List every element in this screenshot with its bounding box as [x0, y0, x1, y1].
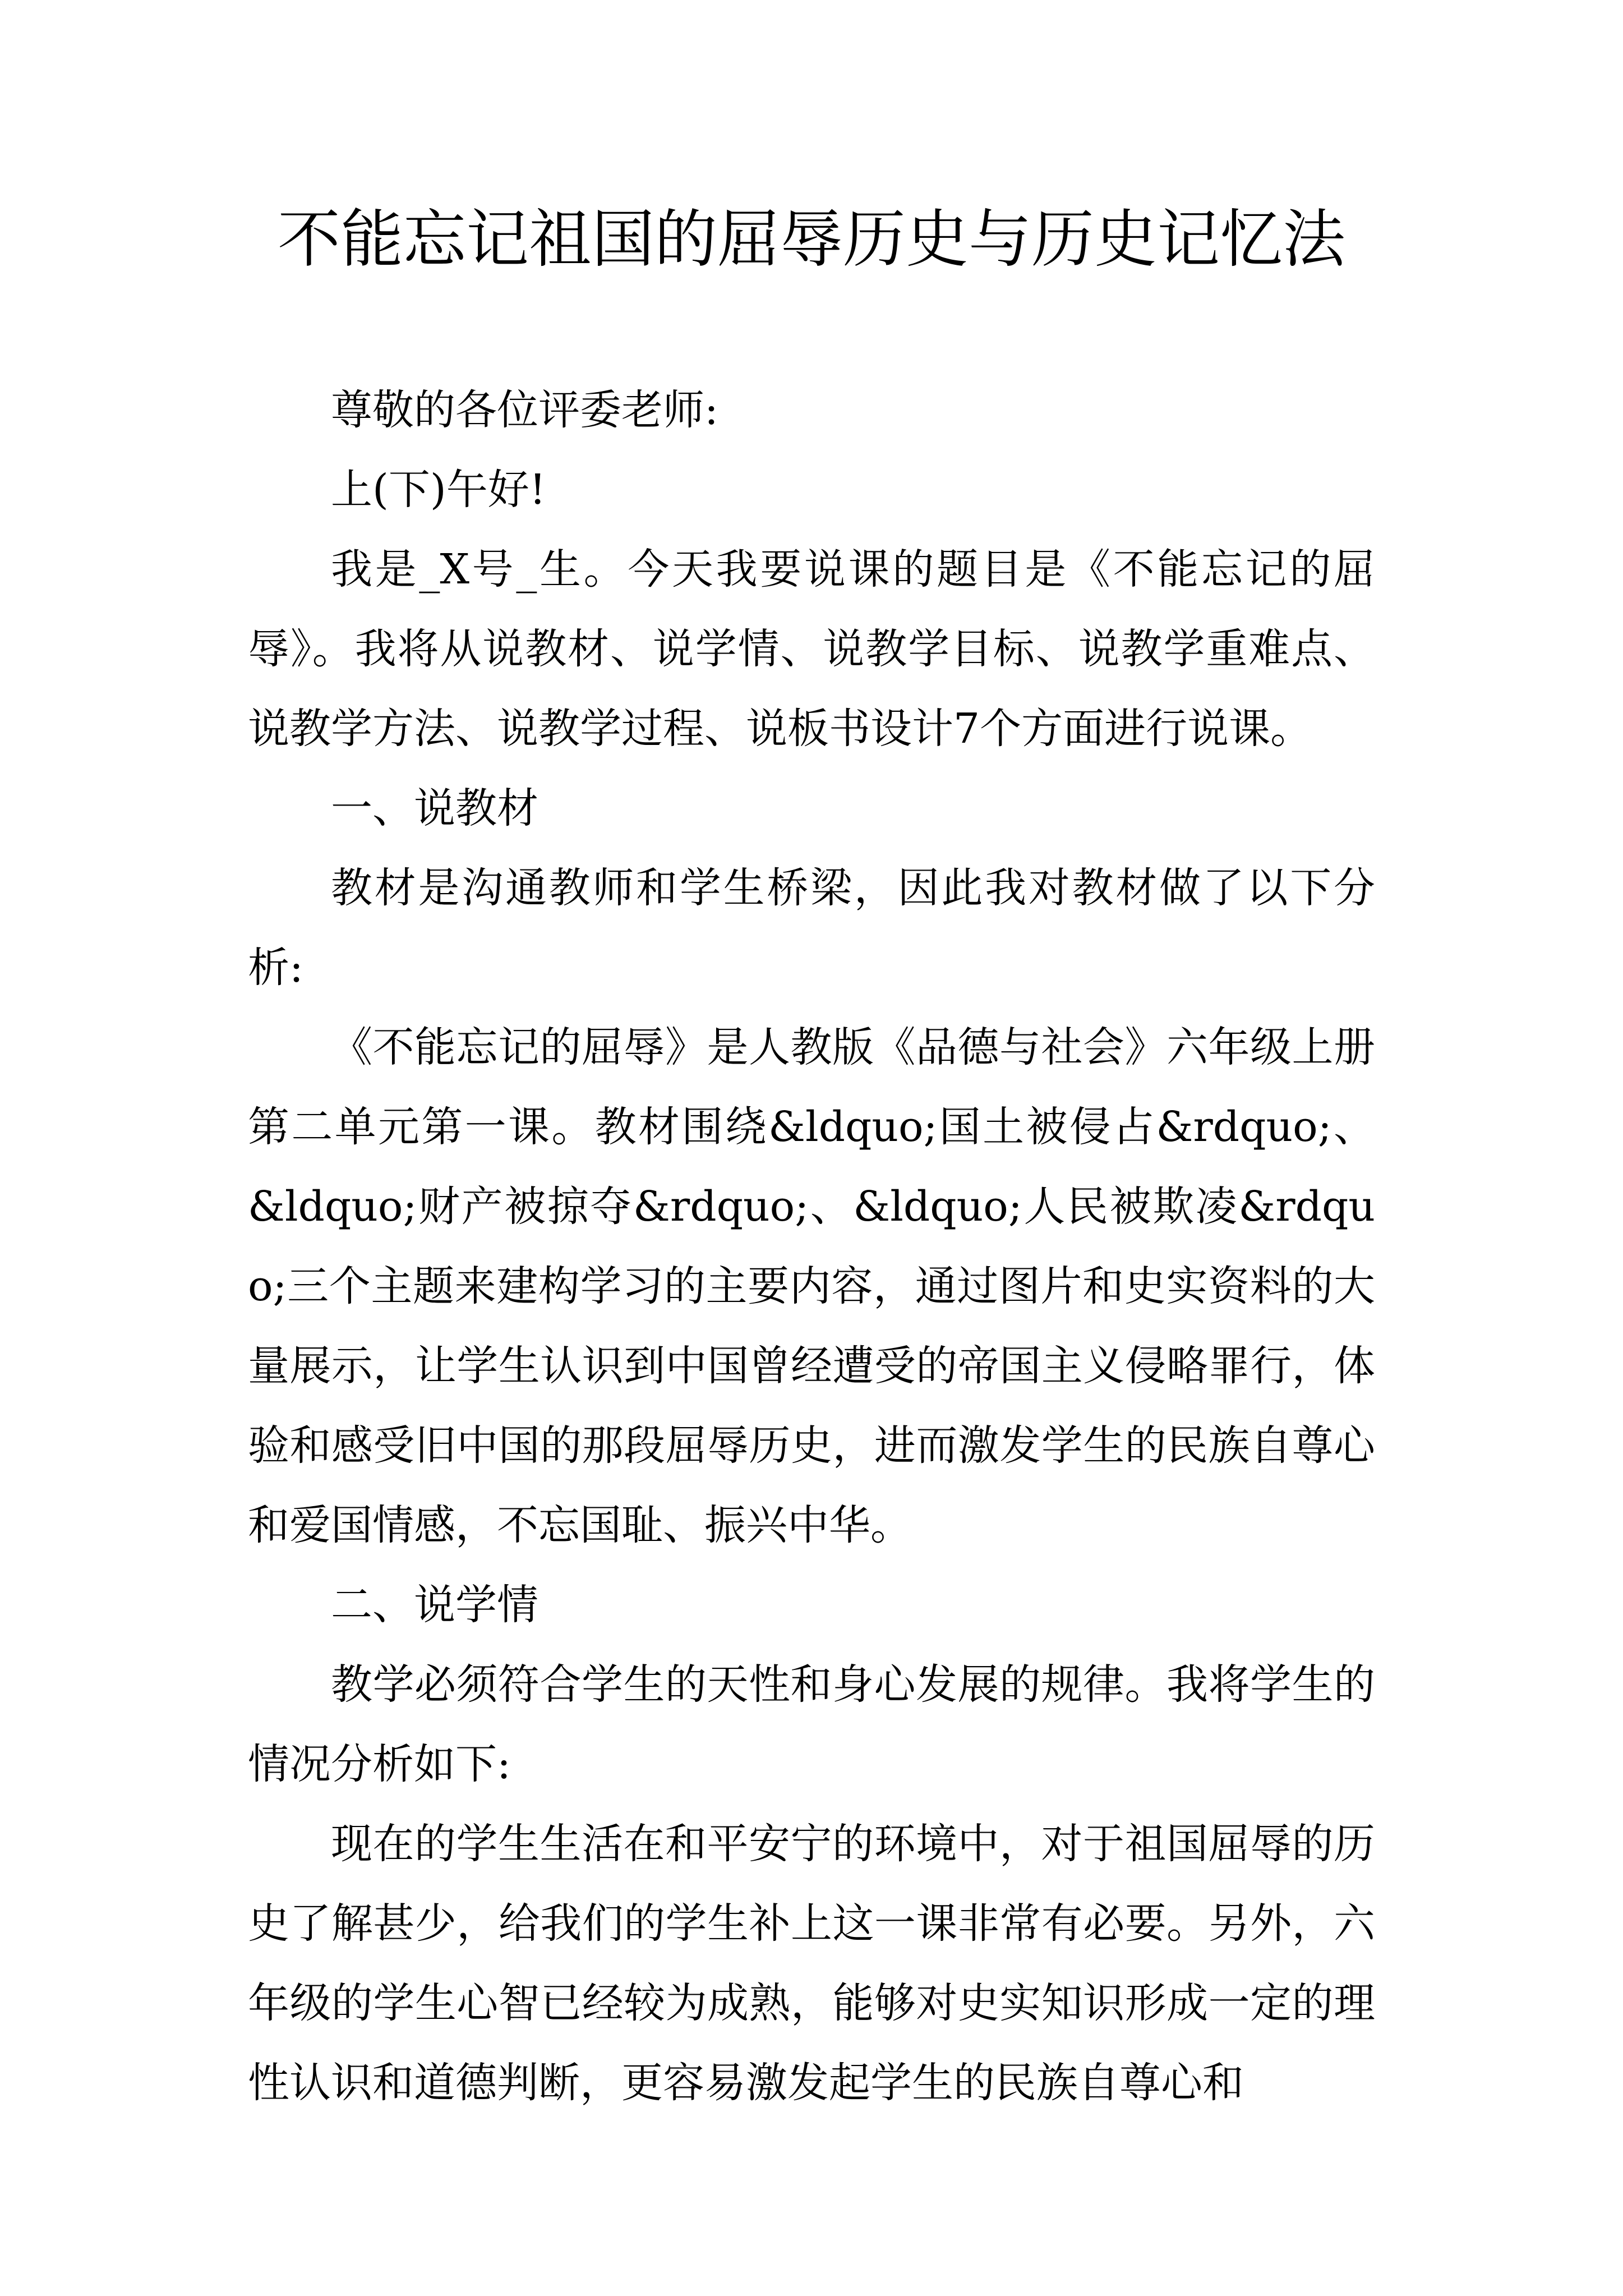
textbook-analysis-paragraph: 《不能忘记的屈辱》是人教版《品德与社会》六年级上册第二单元第一课。教材围绕&ldquo;国土被侵占&rdquo;、&ldquo;财产被掠夺&rdquo;、&ldquo;人民被欺凌&rdquo;三个主题来建构学习的主要内容，通过图片和史实资料的大量展示，让学生认识到中国曾经遭受的帝国主义侵略罪行，体验和感受旧中国的那段屈辱历史，进而激发学生的民族自尊心和爱国情感，不忘国耻、振兴中华。 — [248, 1023, 1375, 1549]
section-heading-students: 二、说学情 — [331, 1581, 538, 1629]
intro-paragraph: 我是_X号_生。今天我要说课的题目是《不能忘记的屈辱》。我将从说教材、说学情、说教学目标、说教学重难点、说教学方法、说教学过程、说板书设计7个方面进行说课。 — [248, 545, 1375, 753]
students-analysis-paragraph: 现在的学生生活在和平安宁的环境中，对于祖国屈辱的历史了解甚少，给我们的学生补上这一课非常有必要。另外，六年级的学生心智已经较为成熟，能够对史实知识形成一定的理性认识和道德判断，更容易激发起学生的民族自尊心和 — [248, 1820, 1375, 2107]
document-title: 不能忘记祖国的屈辱历史与历史记忆法 — [278, 203, 1345, 276]
textbook-intro-paragraph: 教材是沟通教师和学生桥梁，因此我对教材做了以下分析: — [248, 864, 1375, 992]
document-body — [248, 370, 1375, 2123]
greeting: 上(下)午好! — [331, 466, 546, 514]
students-intro-paragraph: 教学必须符合学生的天性和身心发展的规律。我将学生的情况分析如下: — [248, 1660, 1375, 1788]
salutation: 尊敬的各位评委老师: — [331, 386, 718, 434]
section-heading-textbook: 一、说教材 — [331, 784, 538, 832]
